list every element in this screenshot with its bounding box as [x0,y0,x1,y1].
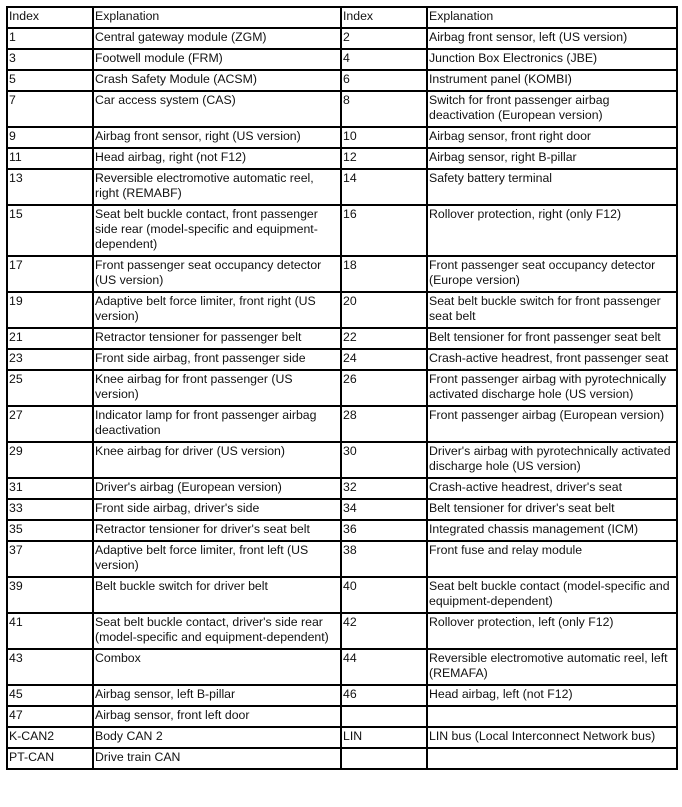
cell-index-right: 40 [341,577,427,613]
cell-index-right: 24 [341,349,427,370]
table-row [7,370,677,406]
table-row [7,28,677,49]
cell-explanation-left: Head airbag, right (not F12) [93,148,341,169]
cell-index-right: 12 [341,148,427,169]
table-row [7,499,677,520]
cell-explanation-right: Airbag sensor, front right door [427,127,677,148]
cell-index-right: 26 [341,370,427,406]
cell-index-left: 7 [7,91,93,127]
table-row [7,613,677,649]
cell-index-left: 43 [7,649,93,685]
header-explanation-left: Explanation [93,7,341,28]
cell-explanation-right: Rollover protection, left (only F12) [427,613,677,649]
cell-explanation-left: Front passenger seat occupancy detector (US version) [93,256,341,292]
table-row [7,205,677,256]
cell-explanation-right: Junction Box Electronics (JBE) [427,49,677,70]
table-row [7,70,677,91]
cell-index-left: 21 [7,328,93,349]
cell-index-right: 2 [341,28,427,49]
cell-index-right: 18 [341,256,427,292]
cell-index-right: 38 [341,541,427,577]
cell-explanation-right [427,706,677,727]
cell-explanation-right: Belt tensioner for driver's seat belt [427,499,677,520]
cell-explanation-right: Instrument panel (KOMBI) [427,70,677,91]
cell-index-left: 45 [7,685,93,706]
table-row [7,649,677,685]
table-row [7,127,677,148]
cell-index-right: 10 [341,127,427,148]
table-row [7,292,677,328]
cell-index-left: 27 [7,406,93,442]
cell-index-left: 9 [7,127,93,148]
cell-explanation-left: Adaptive belt force limiter, front left (US version) [93,541,341,577]
cell-index-right: LIN [341,727,427,748]
cell-explanation-right: Front fuse and relay module [427,541,677,577]
cell-explanation-left: Drive train CAN [93,748,341,769]
cell-explanation-right: Front passenger airbag with pyrotechnically activated discharge hole (US version) [427,370,677,406]
cell-index-right: 28 [341,406,427,442]
cell-explanation-left: Adaptive belt force limiter, front right (US version) [93,292,341,328]
cell-index-right: 8 [341,91,427,127]
table-row [7,169,677,205]
cell-index-left: 25 [7,370,93,406]
cell-index-right: 46 [341,685,427,706]
cell-explanation-left: Retractor tensioner for passenger belt [93,328,341,349]
cell-explanation-left: Indicator lamp for front passenger airbag deactivation [93,406,341,442]
cell-index-left: 17 [7,256,93,292]
cell-index-left: 19 [7,292,93,328]
cell-explanation-left: Airbag front sensor, right (US version) [93,127,341,148]
cell-index-left: 33 [7,499,93,520]
cell-index-right [341,706,427,727]
cell-explanation-right: Belt tensioner for front passenger seat belt [427,328,677,349]
cell-explanation-left: Retractor tensioner for driver's seat belt [93,520,341,541]
cell-index-right: 4 [341,49,427,70]
table-row [7,349,677,370]
cell-index-left: 23 [7,349,93,370]
cell-explanation-right: Switch for front passenger airbag deactivation (European version) [427,91,677,127]
cell-explanation-left: Front side airbag, driver's side [93,499,341,520]
table-row [7,49,677,70]
cell-index-left: 47 [7,706,93,727]
cell-explanation-left: Central gateway module (ZGM) [93,28,341,49]
table-row [7,256,677,292]
cell-index-left: 41 [7,613,93,649]
cell-explanation-left: Knee airbag for front passenger (US version) [93,370,341,406]
cell-explanation-left: Belt buckle switch for driver belt [93,577,341,613]
cell-explanation-right: Seat belt buckle switch for front passenger seat belt [427,292,677,328]
cell-index-left: 13 [7,169,93,205]
cell-explanation-right: Front passenger airbag (European version) [427,406,677,442]
cell-index-right: 16 [341,205,427,256]
cell-explanation-left: Footwell module (FRM) [93,49,341,70]
cell-explanation-left: Front side airbag, front passenger side [93,349,341,370]
cell-index-left: PT-CAN [7,748,93,769]
cell-explanation-left: Seat belt buckle contact, front passenger side rear (model-specific and equipment-dependent) [93,205,341,256]
cell-explanation-right: Reversible electromotive automatic reel, left (REMAFA) [427,649,677,685]
table-row [7,478,677,499]
cell-index-left: 37 [7,541,93,577]
table-row [7,520,677,541]
header-row [7,7,677,28]
cell-index-left: 31 [7,478,93,499]
cell-explanation-right: LIN bus (Local Interconnect Network bus) [427,727,677,748]
cell-explanation-left: Airbag sensor, left B-pillar [93,685,341,706]
cell-explanation-left: Car access system (CAS) [93,91,341,127]
table-row [7,328,677,349]
cell-index-left: 29 [7,442,93,478]
cell-index-right: 36 [341,520,427,541]
cell-index-left: 39 [7,577,93,613]
table-row [7,148,677,169]
cell-explanation-left: Airbag sensor, front left door [93,706,341,727]
cell-explanation-left: Driver's airbag (European version) [93,478,341,499]
cell-explanation-left: Reversible electromotive automatic reel, right (REMABF) [93,169,341,205]
cell-index-right: 22 [341,328,427,349]
cell-explanation-right: Crash-active headrest, front passenger seat [427,349,677,370]
header-explanation-right: Explanation [427,7,677,28]
cell-explanation-right: Head airbag, left (not F12) [427,685,677,706]
cell-explanation-right: Crash-active headrest, driver's seat [427,478,677,499]
table-row [7,442,677,478]
cell-index-left: 5 [7,70,93,91]
table-row [7,748,677,769]
cell-index-right: 14 [341,169,427,205]
table-row [7,541,677,577]
cell-index-right: 30 [341,442,427,478]
cell-explanation-left: Crash Safety Module (ACSM) [93,70,341,91]
cell-explanation-left: Knee airbag for driver (US version) [93,442,341,478]
cell-index-left: 1 [7,28,93,49]
cell-index-left: 35 [7,520,93,541]
header-index-right: Index [341,7,427,28]
cell-index-right: 6 [341,70,427,91]
table-row [7,577,677,613]
table-row [7,727,677,748]
cell-index-right: 34 [341,499,427,520]
table-row [7,406,677,442]
cell-index-left: 3 [7,49,93,70]
cell-explanation-right: Airbag front sensor, left (US version) [427,28,677,49]
header-index-left: Index [7,7,93,28]
table-row [7,685,677,706]
cell-index-left: K-CAN2 [7,727,93,748]
cell-index-left: 15 [7,205,93,256]
cell-index-right: 44 [341,649,427,685]
cell-index-right: 32 [341,478,427,499]
cell-explanation-right: Driver's airbag with pyrotechnically activated discharge hole (US version) [427,442,677,478]
cell-explanation-left: Seat belt buckle contact, driver's side rear (model-specific and equipment-dependent) [93,613,341,649]
cell-explanation-right: Front passenger seat occupancy detector (Europe version) [427,256,677,292]
cell-explanation-left: Body CAN 2 [93,727,341,748]
cell-index-left: 11 [7,148,93,169]
cell-explanation-right: Airbag sensor, right B-pillar [427,148,677,169]
cell-explanation-right [427,748,677,769]
table-row [7,91,677,127]
cell-explanation-right: Integrated chassis management (ICM) [427,520,677,541]
cell-explanation-right: Seat belt buckle contact (model-specific and equipment-dependent) [427,577,677,613]
cell-index-right: 20 [341,292,427,328]
cell-explanation-right: Safety battery terminal [427,169,677,205]
legend-table [6,6,678,770]
cell-explanation-right: Rollover protection, right (only F12) [427,205,677,256]
cell-explanation-left: Combox [93,649,341,685]
table-row [7,706,677,727]
cell-index-right [341,748,427,769]
cell-index-right: 42 [341,613,427,649]
legend-table-body [7,7,677,769]
